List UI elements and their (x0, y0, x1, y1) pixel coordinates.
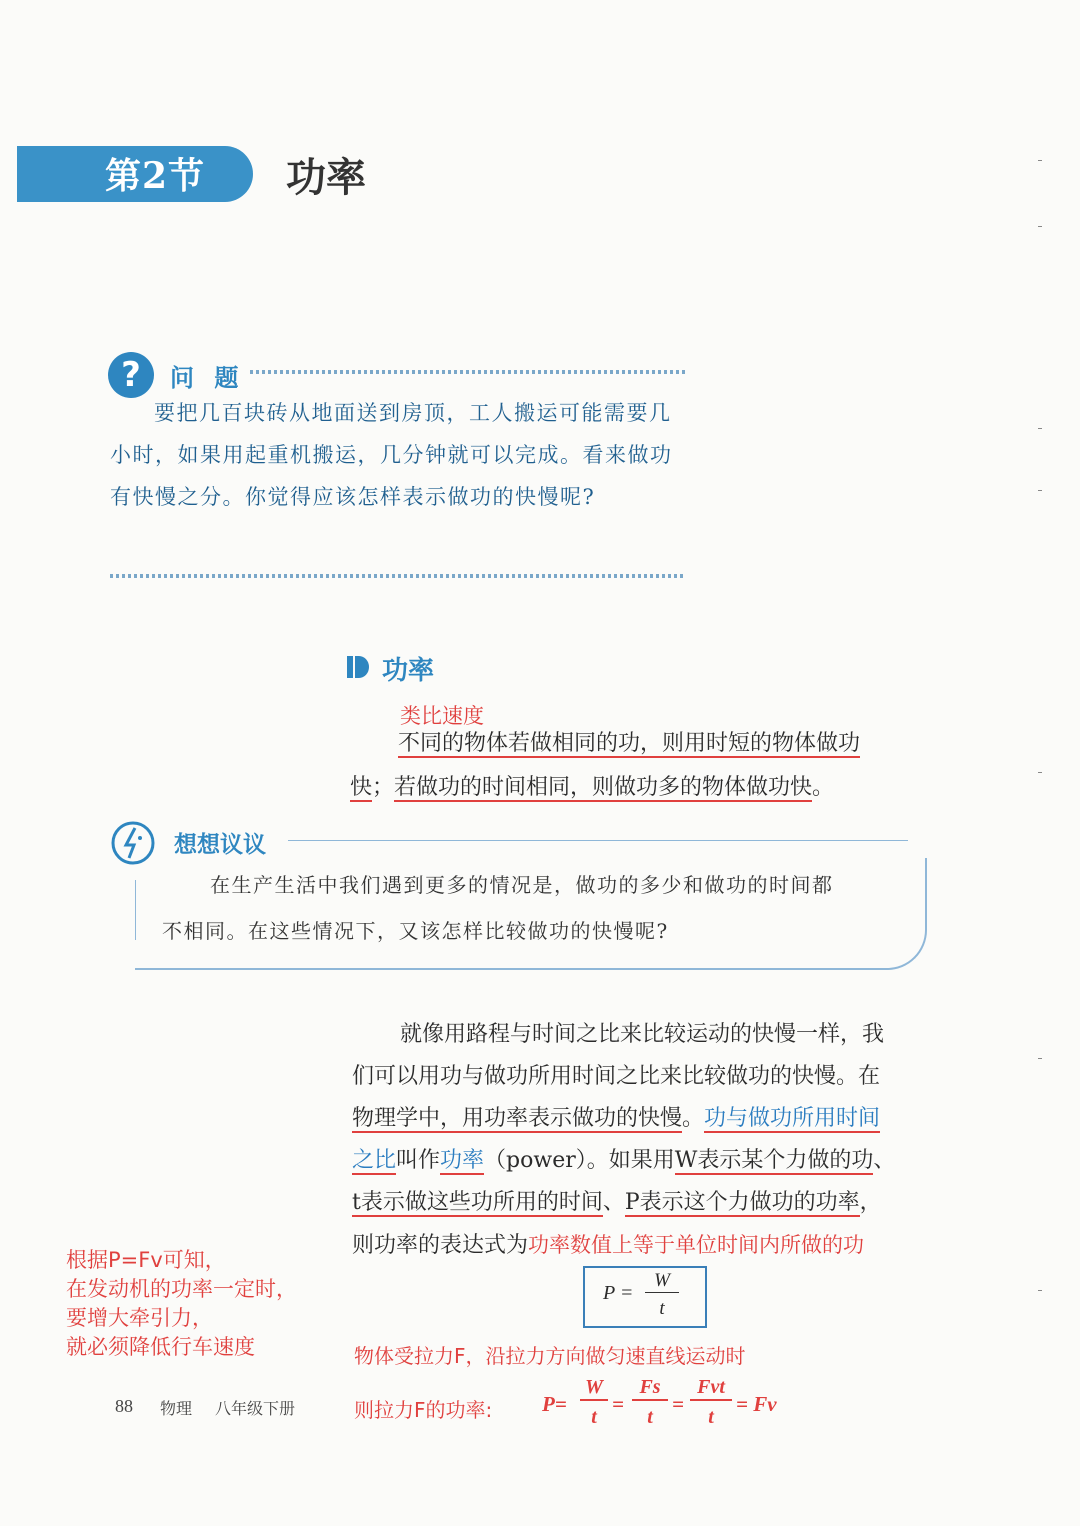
pull-power-formula (540, 1376, 790, 1436)
intro-text-underlined: 快 (350, 775, 373, 800)
scan-mark (1038, 1290, 1042, 1291)
main-line-4 (352, 1139, 942, 1183)
pull-frac1-den: t (591, 1406, 597, 1428)
punct: 。 (682, 1106, 705, 1131)
think-line-2: 不相同。在这些情况下，又该怎样比较做功的快慢呢? (162, 919, 669, 943)
main-line-1: 就像用路程与时间之比来比较运动的快慢一样，我 (400, 1022, 885, 1047)
pull-eq: = (612, 1392, 624, 1416)
think-line-1: 在生产生活中我们遇到更多的情况是，做功的多少和做功的时间都 (210, 873, 834, 897)
annotation-speed-analogy: 类比速度 (400, 704, 484, 728)
side-note-line: 根据P=Fv可知， (66, 1248, 226, 1272)
power-formula-box (583, 1266, 707, 1328)
pull-frac1-num: W (580, 1376, 608, 1401)
wavy-divider-bottom (110, 574, 685, 578)
punct: ； (372, 775, 395, 800)
footer-subject: 物理 (160, 1399, 193, 1418)
section-title: 功率 (286, 154, 366, 201)
section-number: 第2节 (105, 155, 206, 197)
intro-text-underlined: 若做功的时间相同，则做功多的物体做功快 (394, 775, 813, 800)
symbol-w-underlined: W表示某个力做的功 (674, 1148, 874, 1173)
footer-grade: 八年级下册 (215, 1399, 296, 1418)
annotation-side-note (66, 1246, 336, 1362)
scan-mark (1038, 160, 1042, 161)
scan-mark (1038, 226, 1042, 227)
annotation-physical-meaning: 功率数值上等于单位时间内所做的功 (528, 1233, 865, 1257)
think-discuss-label: 想想议议 (174, 832, 266, 858)
side-note-line: 要增大牵引力， (66, 1306, 213, 1330)
term-power: 功率 (440, 1148, 485, 1173)
formula-lhs: P = (603, 1282, 634, 1304)
annotation-pull-line-1: 物体受拉力F，沿拉力方向做匀速直线运动时 (354, 1344, 746, 1368)
pull-eq: = (672, 1392, 684, 1416)
pull-frac3-num: Fvt (690, 1376, 732, 1401)
main-line-5 (352, 1181, 942, 1225)
side-note-line: 在发动机的功率一定时， (66, 1277, 297, 1301)
scan-mark (1038, 428, 1042, 429)
definition-highlight: 功与做功所用时间 (704, 1106, 881, 1131)
main-line-6 (352, 1223, 952, 1268)
subsection-title: 功率 (382, 656, 435, 686)
pull-frac3-den: t (708, 1406, 714, 1428)
main-line-2: 们可以用功与做功所用时间之比来比较做功的快慢。在 (352, 1064, 881, 1089)
scan-mark (1038, 490, 1042, 491)
plain-text: 则功率的表达式为 (352, 1233, 529, 1258)
wavy-divider-top (250, 370, 685, 374)
pull-frac2-den: t (647, 1406, 653, 1428)
think-text (162, 862, 922, 954)
pull-frac2-num: Fs (632, 1376, 668, 1401)
annotation-pull-line-2: 则拉力F的功率: (354, 1398, 493, 1422)
definition-underlined: 物理学中，用功率表示做功的快慢 (352, 1106, 683, 1131)
symbol-t-underlined: t表示做这些功所用的时间 (352, 1190, 603, 1215)
formula-denominator: t (659, 1298, 665, 1319)
symbol-p-underlined: P表示这个力做功的功率 (624, 1190, 860, 1215)
punct: 。 (812, 775, 835, 800)
question-label: 问 题 (170, 364, 245, 392)
formula-numerator: W (645, 1270, 679, 1293)
intro-line-2 (350, 766, 930, 810)
page-number: 88 (115, 1396, 133, 1416)
side-note-line: 就必须降低行车速度 (66, 1335, 255, 1359)
plain-text: 叫作 (396, 1148, 441, 1173)
punct: 、 (873, 1148, 896, 1173)
intro-line-1 (398, 722, 938, 766)
punct: 、 (602, 1190, 625, 1215)
question-mark-glyph: ? (121, 355, 141, 395)
definition-highlight: 之比 (352, 1148, 397, 1173)
pull-formula-p: P= (542, 1392, 567, 1416)
plain-text: （power）。如果用 (484, 1148, 675, 1173)
main-line-3 (352, 1097, 942, 1141)
punct: ， (859, 1190, 882, 1215)
think-box-left-edge (135, 880, 136, 940)
intro-text-underlined: 不同的物体若做相同的功，则用时短的物体做功 (398, 731, 861, 756)
pull-formula-result: = Fv (736, 1392, 777, 1416)
scan-mark (1038, 1058, 1042, 1059)
section-marker-icon (347, 656, 369, 678)
think-header-line (288, 840, 908, 841)
scan-mark (1038, 772, 1042, 773)
question-text: 要把几百块砖从地面送到房顶，工人搬运可能需要几小时，如果用起重机搬运，几分钟就可以完成。看来做功有快慢之分。你觉得应该怎样表示做功的快慢呢? (110, 401, 673, 509)
